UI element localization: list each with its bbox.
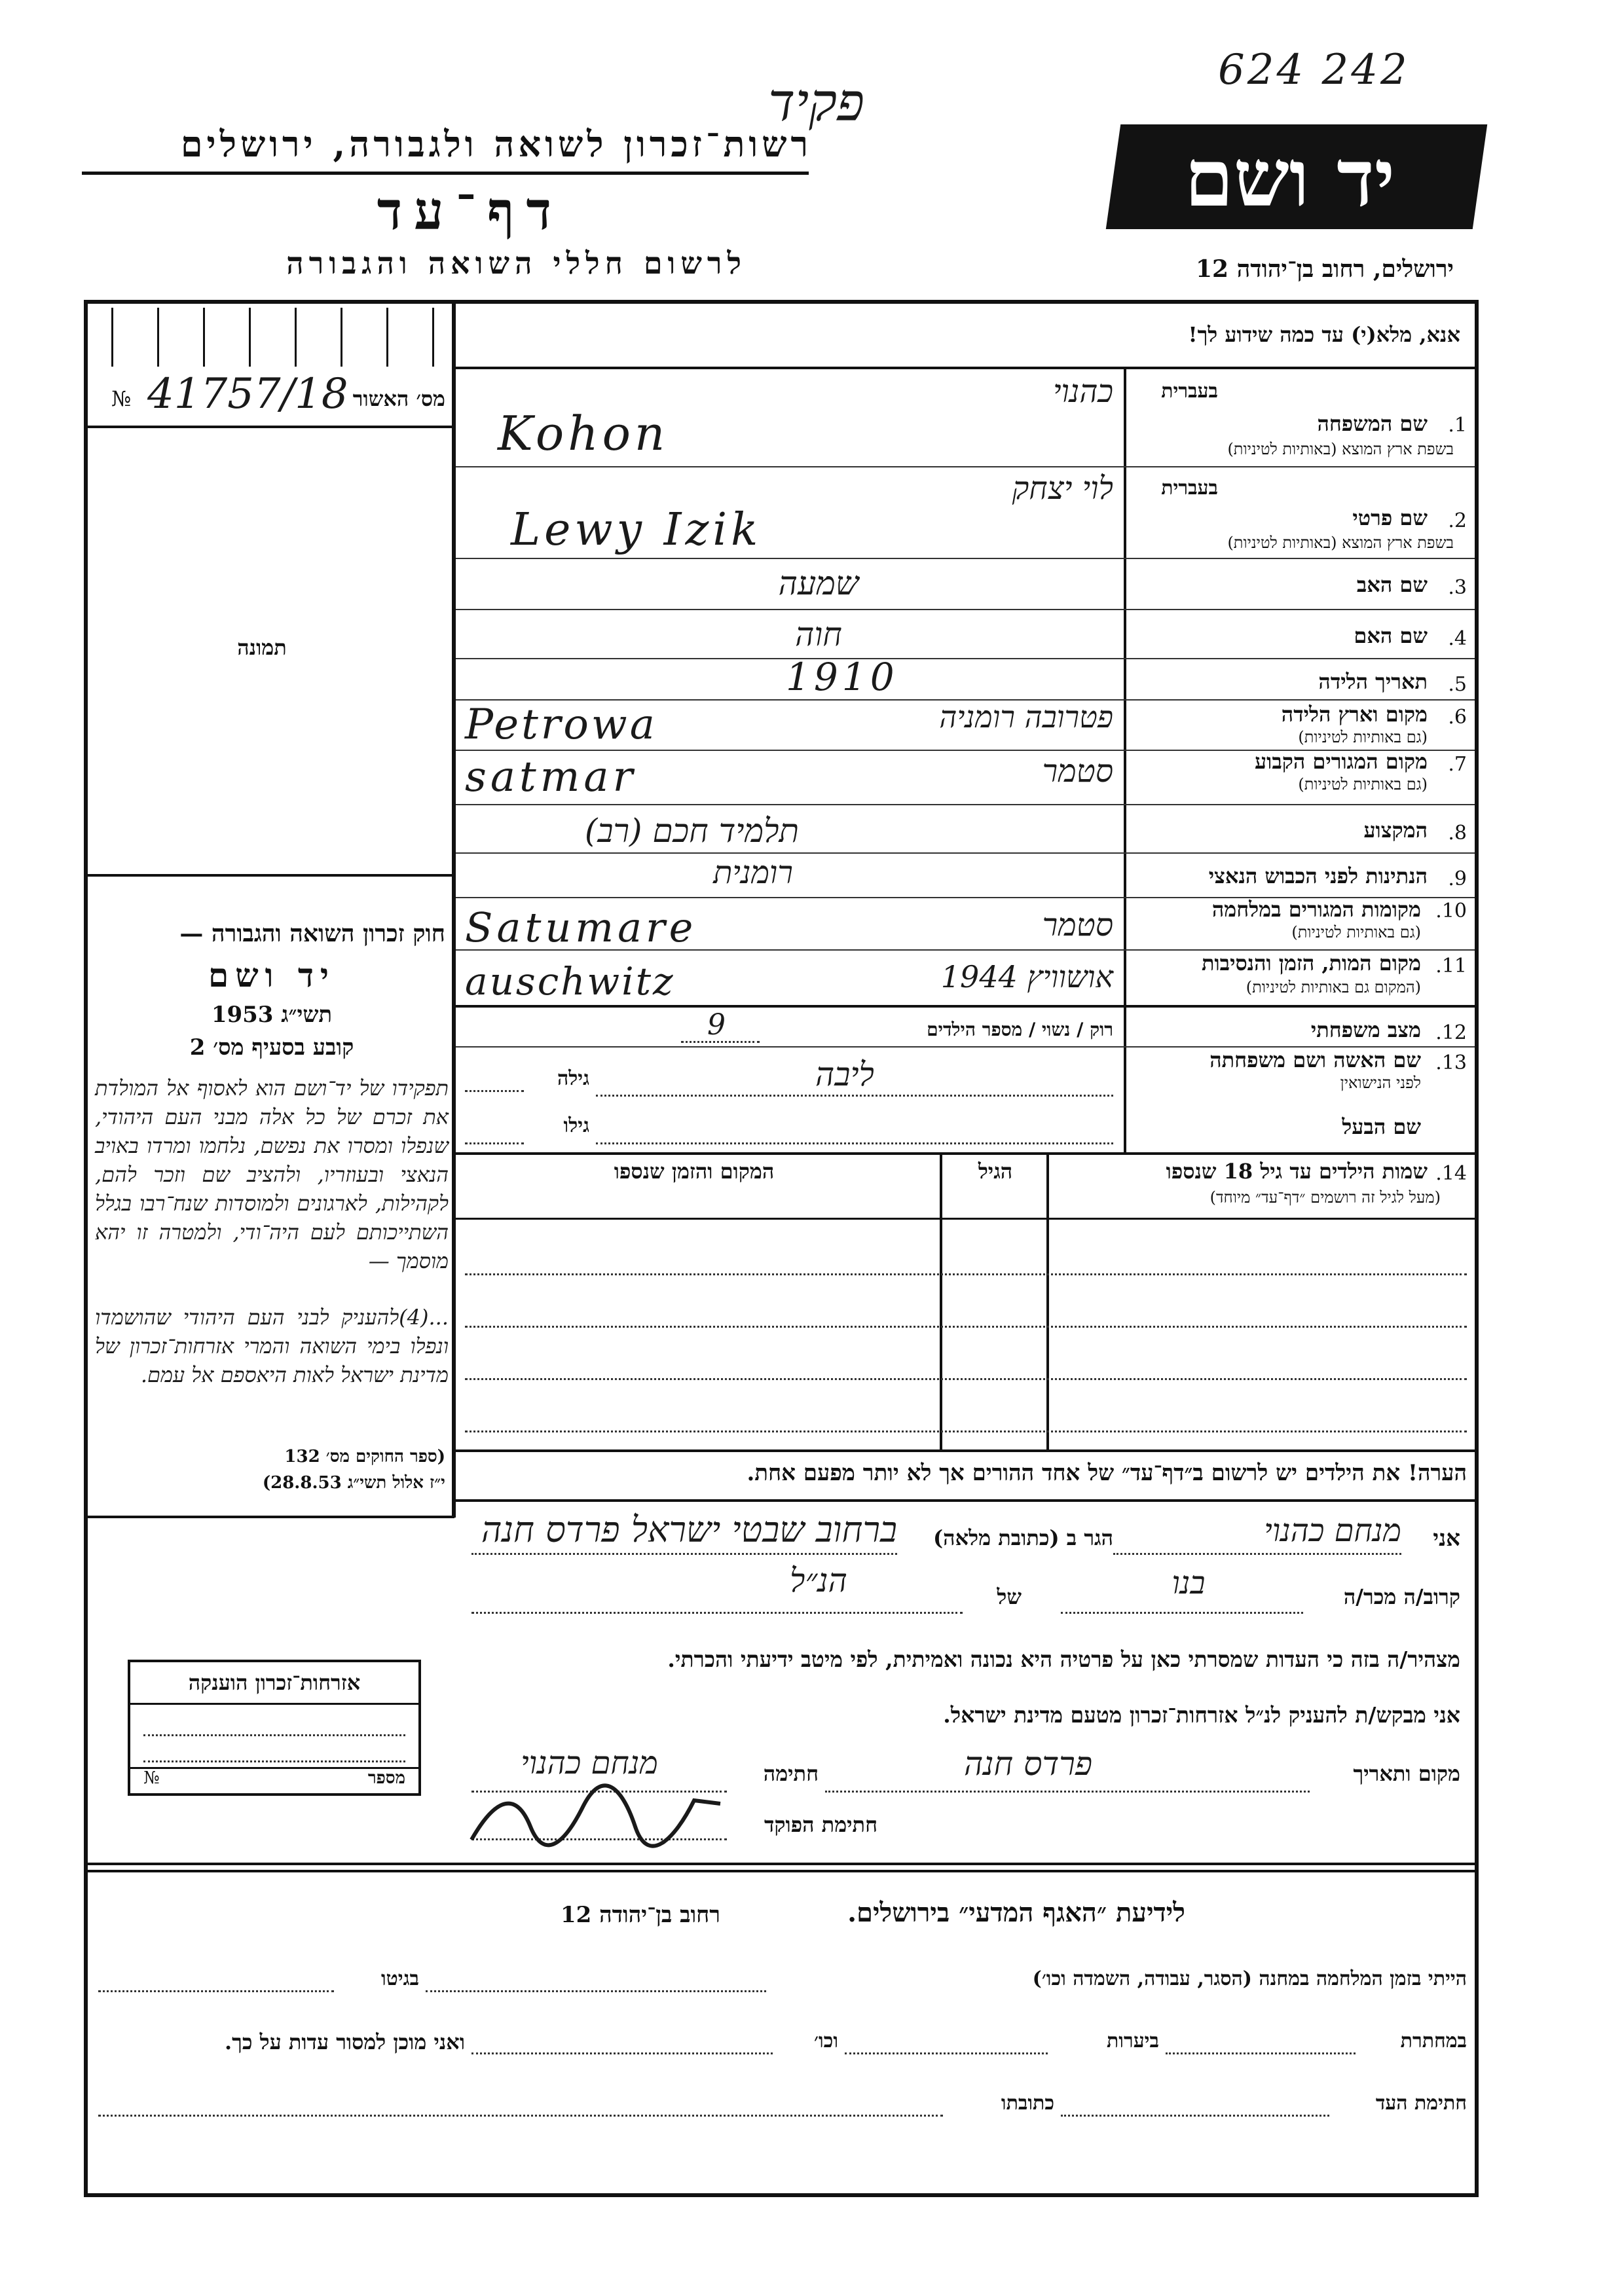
husband-age-dots	[465, 1142, 524, 1144]
cert-label: מס׳ האשור	[352, 386, 445, 411]
field-2-value-latin: Lewy Izik	[511, 504, 762, 556]
field-1-aside: בעברית	[1161, 380, 1218, 403]
footer-line3-dots-a	[1061, 2115, 1329, 2117]
decl-resides-label: הגר ב (כתובת מלאה)	[933, 1525, 1113, 1550]
decl-relative-dots	[1061, 1612, 1303, 1614]
field-9-label: הנתינות לפני הכבוש הנאצי	[1208, 864, 1428, 888]
field-9-number: 9.	[1448, 867, 1467, 890]
decl-place-date-value: פרדס חנה	[963, 1745, 1093, 1783]
field-13-number: 13.	[1435, 1051, 1467, 1074]
photo-label: תמונה	[237, 635, 287, 660]
cert-number: 41757/18	[147, 370, 348, 418]
children-label: שמות הילדים עד גיל 18 שנספו	[1166, 1159, 1428, 1184]
field-10-number: 10.	[1435, 900, 1467, 922]
institution-address: ירושלים, רחוב בן־יהודה 12	[1195, 255, 1454, 283]
tick-strip	[92, 308, 445, 373]
field-2-number: 2.	[1448, 509, 1467, 532]
top-scrawl: פקיד	[768, 72, 864, 133]
note-body: את הילדים יש לרשום ב״דף־עד״ של אחד ההורים אך לא יותר מפעם אחת.	[747, 1460, 1401, 1486]
law-clause: קובע בסעיף מס׳ 2	[189, 1034, 354, 1061]
field-8-number: 8.	[1448, 822, 1467, 845]
field-4-value: חוה	[795, 615, 842, 653]
field-12-number: 12.	[1435, 1021, 1467, 1044]
children-row-2	[465, 1326, 1467, 1328]
children-col-place: המקום והזמן שנספו	[614, 1159, 775, 1184]
law-ref-2: י״ז אלול תשי״ג 28.8.53)	[262, 1473, 445, 1493]
field-7-value-he: סטמר	[1042, 753, 1113, 790]
field-5-number: 5.	[1448, 673, 1467, 696]
left-panel-border	[452, 300, 456, 1518]
footer-line1-ghetto: בגיטו	[380, 1967, 419, 1990]
footer-line3-address: כתובתו	[1001, 2092, 1054, 2115]
cert-no-sign: №	[111, 386, 132, 411]
note-rule	[456, 1499, 1475, 1502]
footer-line1-dots-a	[426, 1990, 766, 1992]
field-3-label: שם האב	[1356, 572, 1428, 597]
field-2-aside: בעברית	[1161, 477, 1218, 500]
field-2-value-he: לוי יצחק	[1012, 470, 1113, 507]
logo-text: יד ושם	[1184, 132, 1395, 225]
field-1-sub: בשפת ארץ המוצא (באותיות לטיניות)	[1227, 440, 1454, 458]
field-13-value: ליבה	[815, 1055, 874, 1093]
children-col-age: הגיל	[978, 1159, 1013, 1184]
law-name: יד ושם	[208, 956, 335, 994]
decl-place-date-label: מקום ותאריך	[1353, 1761, 1460, 1786]
field-10-value-he: סטמר	[1042, 907, 1113, 943]
footer-title: לידיעת ״האגף המדעי״ בירושלים.	[847, 1897, 1185, 1928]
field-2-sub: בשפת ארץ המוצא (באותיות לטיניות)	[1227, 534, 1454, 552]
field-6-label: מקום וארץ הלידה	[1281, 702, 1428, 727]
row-4-rule	[456, 658, 1475, 659]
cert-rule	[88, 426, 452, 428]
law-year: תשי״ג 1953	[211, 1002, 333, 1028]
decl-official-label: חתימת הפוקד	[764, 1812, 877, 1837]
footer-line2-etc: וכו׳	[814, 2030, 838, 2052]
field-7-sub: (גם באותיות לטיניות)	[1298, 775, 1428, 793]
field-13-age-label: גילה	[557, 1067, 589, 1090]
field-3-number: 3.	[1448, 576, 1467, 599]
frame-right	[1475, 300, 1479, 2197]
children-number: 14.	[1435, 1162, 1467, 1185]
field-10-label: מקומות המגורים במלחמה	[1211, 897, 1421, 922]
husband-dots	[596, 1142, 1113, 1144]
decl-of-label: של	[997, 1584, 1022, 1609]
children-row-3	[465, 1378, 1467, 1380]
children-row-4	[465, 1430, 1467, 1432]
field-7-value-latin: satmar	[465, 753, 637, 801]
photo-rule	[88, 874, 452, 877]
frame-left	[84, 300, 88, 2197]
field-8-value: תלמיד חכם (רב)	[584, 812, 799, 850]
children-row-1	[465, 1273, 1467, 1275]
field-7-number: 7.	[1448, 753, 1467, 776]
husband-age-label: גילו	[563, 1114, 589, 1137]
field-13-age-dots	[465, 1090, 524, 1092]
law-ref-1: (ספר החוקים מס׳ 132	[284, 1447, 445, 1467]
field-6-number: 6.	[1448, 706, 1467, 729]
children-bottom-rule	[456, 1449, 1475, 1452]
frame-top	[84, 300, 1479, 304]
children-col-divider-1	[1046, 1155, 1049, 1449]
footer-line2-forests: ביערות	[1106, 2030, 1159, 2052]
field-4-number: 4.	[1448, 627, 1467, 650]
decl-signature-label: חתימה	[763, 1761, 819, 1786]
field-1-value-latin: Kohon	[498, 406, 669, 461]
decl-resides-dots	[471, 1553, 897, 1555]
citizenship-box	[128, 1660, 421, 1796]
field-8-label: המקצוע	[1363, 818, 1428, 843]
field-11-value-latin: auschwitz	[465, 959, 675, 1004]
form-title: דף־עד	[377, 180, 563, 242]
field-2-label: שם פרטי	[1352, 505, 1428, 530]
law-title: חוק זכרון השואה והגבורה —	[179, 920, 445, 947]
document-number: 624 242	[1218, 46, 1410, 94]
decl-relative-value: בנו	[1172, 1565, 1206, 1601]
decl-of-value: הנ״ל	[790, 1561, 847, 1599]
husband-label: שם הבעל	[1342, 1114, 1421, 1139]
intro-rule	[456, 367, 1475, 369]
field-1-number: 1.	[1448, 414, 1467, 437]
form-subtitle: לרשום חללי השואה והגבורה	[286, 246, 747, 281]
field-3-value: שמעה	[778, 564, 859, 602]
footer-line3-witness: חתימת העד	[1375, 2092, 1467, 2115]
citizenship-box-number-label: מספר	[367, 1768, 405, 1788]
frame-bottom	[84, 2193, 1479, 2197]
footer-line1-dots-b	[98, 1990, 334, 1992]
decl-statement-2: אני מבקש/ת להעניק לנ״ל אזרחות־זכרון מטעם מדינת ישראל.	[943, 1702, 1460, 1728]
row-2-rule	[456, 558, 1475, 559]
footer-line2-dots-a	[1166, 2052, 1356, 2054]
footer-line2-dots-c	[471, 2052, 773, 2054]
row-3-rule	[456, 609, 1475, 610]
decl-statement-1: מצהיר/ה בזה כי העדות שמסרתי כאן על פרטיה היא נכונה ואמיתית, לפי מיטב ידיעתי והכרתי.	[667, 1647, 1460, 1672]
field-6-sub: (גם באותיות לטיניות)	[1298, 728, 1428, 746]
children-col-divider-2	[940, 1155, 942, 1449]
footer-line1-camp: הייתי בזמן המלחמה במחנה (הסגר, עבודה, השמדה וכו׳)	[1032, 1967, 1467, 1990]
row-7-rule	[456, 804, 1475, 805]
row-1-rule	[456, 466, 1475, 467]
field-11-number: 11.	[1435, 955, 1467, 977]
field-7-label: מקום המגורים הקבוע	[1255, 749, 1428, 774]
law-text-2: ...(4)להעניק לבני העם היהודי שהושמדו ונפלו בימי השואה והמרי אזרחות־זכרון של מדינת ישראל לאות היאספם אל עמם.	[95, 1305, 449, 1387]
field-12-children-count: 9	[707, 1008, 726, 1042]
field-10-sub: (גם באותיות לטיניות)	[1291, 923, 1421, 941]
decl-signature-value: מנחם כהנוי	[521, 1745, 658, 1781]
field-13-label: שם האשה ושם משפחתה	[1209, 1048, 1421, 1072]
field-11-value-he: אושוויץ 1944	[940, 959, 1113, 994]
field-5-value: 1910	[786, 655, 898, 699]
decl-me-label: אני	[1433, 1525, 1460, 1552]
field-13-sub: לפני הנישואין	[1340, 1074, 1421, 1092]
note-text	[458, 1460, 1467, 1486]
row-13-rule	[456, 1152, 1475, 1155]
footer-line3-dots-b	[98, 2115, 943, 2117]
row-11-rule	[456, 1005, 1475, 1008]
note-label: הערה!	[1408, 1460, 1467, 1486]
decl-me-value: מנחם כהנוי	[1264, 1512, 1401, 1549]
citizenship-box-title: אזרחות־זכרון הוענקה	[188, 1670, 361, 1695]
field-1-label: שם המשפחה	[1317, 411, 1428, 436]
authority-name: רשות־זכרון לשואה ולגבורה, ירושלים	[180, 123, 812, 165]
field-4-label: שם האם	[1354, 623, 1428, 648]
field-11-sub: (המקום גם באותיות לטיניות)	[1246, 978, 1421, 996]
field-6-value-latin: Petrowa	[465, 701, 657, 749]
official-signature-scribble	[458, 1781, 733, 1853]
footer-rule-2	[88, 1870, 1475, 1872]
field-12-options: רוק / נשוי / מספר הילדים	[927, 1019, 1113, 1040]
yad-vashem-logo	[1106, 124, 1487, 229]
footer-line2-ready: ואני מוכן למסור עדות על כך.	[224, 2030, 465, 2054]
footer-line2-dots-b	[845, 2052, 1048, 2054]
decl-me-dots	[1113, 1553, 1401, 1555]
field-12-label: מצב משפחתי	[1310, 1017, 1421, 1042]
form-intro: אנא, מלא(י) עד כמה שידוע לך!	[1188, 322, 1460, 347]
row-8-rule	[456, 852, 1475, 854]
decl-place-date-dots	[825, 1791, 1310, 1793]
field-11-label: מקום המות, הזמן והנסיבות	[1201, 951, 1421, 975]
children-sub: (מעל לגיל זה רושמים ״דף־עד״ מיוחד)	[1209, 1188, 1441, 1207]
decl-of-dots	[471, 1612, 963, 1614]
children-header-rule	[456, 1218, 1475, 1220]
footer-address: רחוב בן־יהודה 12	[560, 1902, 720, 1928]
decl-relative-label: קרוב/ה מכר/ה	[1343, 1584, 1460, 1609]
law-text: תפקידו של יד־ושם הוא לאסוף אל המולדת את זכרם של כל אלה מבני העם היהודי, שנפלו ומסרו את נפשם, נלחמו ומרדו באויב הנאצי ובעוזריו, ולהציב שם וזכר להם, לקהילות, לארגונים ולמוסדות שנח־רבו בגלל השתייכותם לעם היה־ודי, ולמטרה זו יהא מוסמך —	[95, 1076, 449, 1273]
header-rule	[82, 172, 809, 175]
decl-resides-value: ברחוב שבטי ישראל פרדס חנה	[481, 1509, 897, 1550]
field-5-label: תאריך הלידה	[1318, 669, 1428, 694]
field-9-value: רומנית	[713, 854, 793, 891]
citizenship-box-no-sign: №	[143, 1768, 160, 1788]
field-10-value-latin: Satumare	[465, 903, 697, 951]
field-13-dots	[596, 1095, 1113, 1097]
field-6-value-he: פטרובה רומניה	[939, 699, 1113, 735]
footer-rule-1	[88, 1863, 1475, 1865]
footer-line2-underground: במחתרת	[1400, 2030, 1467, 2052]
field-1-value-he: כהנוי	[1052, 373, 1113, 410]
